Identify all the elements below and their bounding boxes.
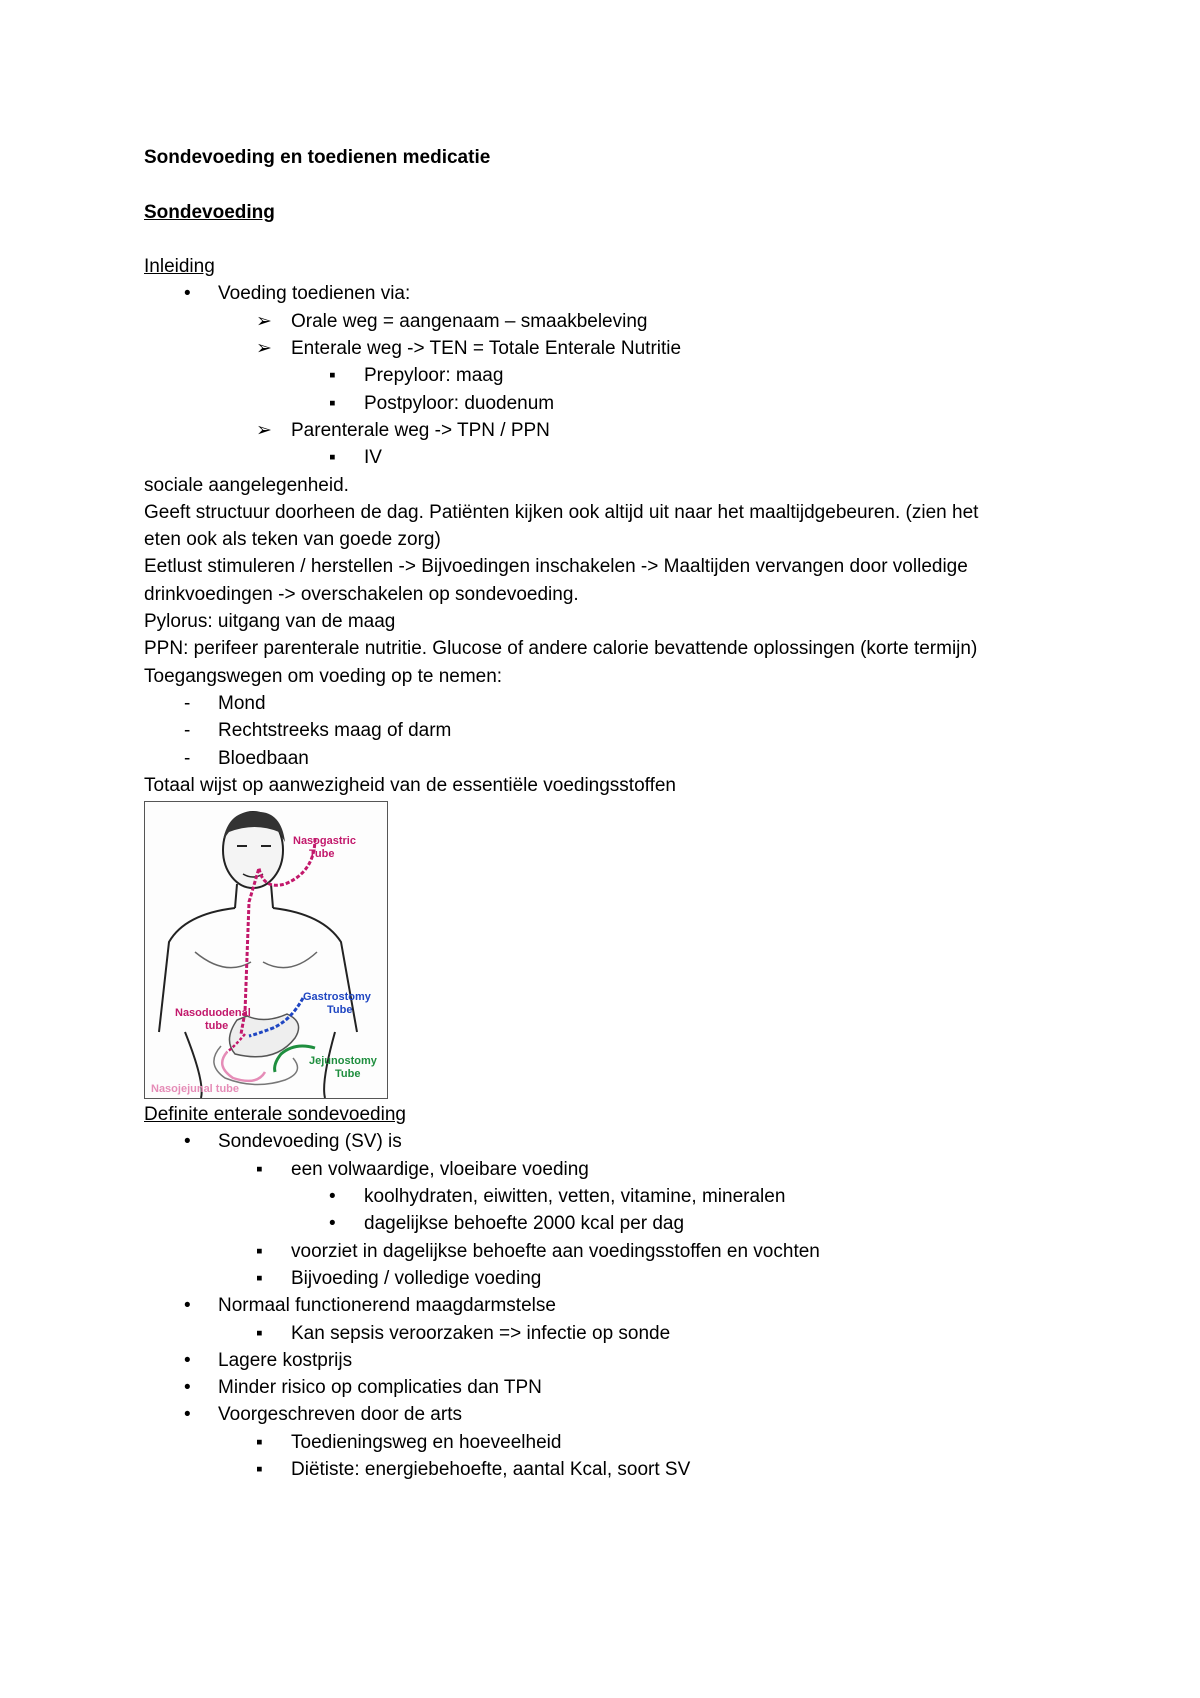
list-item: - Bloedbaan <box>144 745 1064 772</box>
paragraph-line: Toegangswegen om voeding op te nemen: <box>144 665 503 687</box>
square-bullet-icon <box>256 1456 276 1483</box>
list-item: • Lagere kostprijs <box>144 1347 1064 1374</box>
list-item: - Mond <box>144 690 1064 717</box>
list-item: • Voeding toedienen via: <box>144 280 1064 307</box>
label-nasoduodenal: Nasoduodenal <box>175 1007 251 1020</box>
bullet-icon <box>184 1374 204 1401</box>
square-bullet-icon <box>256 1320 276 1347</box>
label-nasogastric: Nasogastric <box>293 835 356 848</box>
paragraph-line: drinkvoedingen -> overschakelen op sondevoeding. <box>144 583 579 605</box>
bullet-icon <box>184 280 204 307</box>
section-heading: Sondevoeding <box>144 201 275 223</box>
square-bullet-icon <box>329 444 349 471</box>
label-jejunostomy: Jejunostomy <box>309 1055 377 1068</box>
label-nasoduodenal-tube: tube <box>205 1020 229 1033</box>
square-bullet-icon <box>329 362 349 389</box>
list-item: • koolhydraten, eiwitten, vetten, vitamine, mineralen <box>144 1183 1064 1210</box>
paragraph-line: Pylorus: uitgang van de maag <box>144 611 396 633</box>
paragraph-line: eten ook als teken van goede zorg) <box>144 529 441 551</box>
paragraph-line: sociale aangelegenheid. <box>144 474 349 496</box>
document-content <box>144 144 1064 1483</box>
list-item: ▪ een volwaardige, vloeibare voeding <box>144 1156 1064 1183</box>
list-item: ▪ Kan sepsis veroorzaken => infectie op sonde <box>144 1320 1064 1347</box>
list-item: ▪ Diëtiste: energiebehoefte, aantal Kcal, soort SV <box>144 1456 1064 1483</box>
list-item: - Rechtstreeks maag of darm <box>144 717 1064 744</box>
list-item: ➢ Enterale weg -> TEN = Totale Enterale Nutritie <box>144 335 1064 362</box>
bullet-icon <box>184 1347 204 1374</box>
label-nasojejunal-tube: Nasojejunal tube <box>151 1083 240 1096</box>
document-title: Sondevoeding en toedienen medicatie <box>144 147 491 168</box>
square-bullet-icon <box>256 1265 276 1292</box>
paragraph-line: PPN: perifeer parenterale nutritie. Glucose of andere calorie bevattende oplossingen (korte termijn) <box>144 638 978 660</box>
arrow-bullet-icon <box>256 417 276 444</box>
bullet-icon <box>184 1401 204 1428</box>
dash-bullet-icon <box>184 717 204 744</box>
list-item: ➢ Orale weg = aangenaam – smaakbeleving <box>144 308 1064 335</box>
list-item: ▪ Toedieningsweg en hoeveelheid <box>144 1429 1064 1456</box>
list-item: • dagelijkse behoefte 2000 kcal per dag <box>144 1210 1064 1237</box>
label-gastrostomy: Gastrostomy <box>303 991 371 1004</box>
dash-bullet-icon <box>184 690 204 717</box>
list-item: • Normaal functionerend maagdarmstelse <box>144 1292 1064 1319</box>
paragraph-line: Geeft structuur doorheen de dag. Patiënten kijken ook altijd uit naar het maaltijdgebeuren. (zien het <box>144 501 979 523</box>
list-item: ▪ Prepyloor: maag <box>144 362 1064 389</box>
label-gastrostomy-tube: Tube <box>327 1004 353 1017</box>
bullet-icon <box>184 1128 204 1155</box>
list-item: ➢ Parenterale weg -> TPN / PPN <box>144 417 1064 444</box>
paragraph-line: Totaal wijst op aanwezigheid van de essentiële voedingsstoffen <box>144 774 676 796</box>
arrow-bullet-icon <box>256 335 276 362</box>
arrow-bullet-icon <box>256 308 276 335</box>
square-bullet-icon <box>256 1238 276 1265</box>
list-item: • Voorgeschreven door de arts <box>144 1401 1064 1428</box>
list-item: ▪ voorziet in dagelijkse behoefte aan voedingsstoffen en vochten <box>144 1238 1064 1265</box>
list-item: • Minder risico op complicaties dan TPN <box>144 1374 1064 1401</box>
bullet-icon <box>329 1210 349 1237</box>
list-item: • Sondevoeding (SV) is <box>144 1128 1064 1155</box>
square-bullet-icon <box>256 1156 276 1183</box>
subsection-heading-definitie: Definite enterale sondevoeding <box>144 1104 406 1126</box>
feeding-tube-figure <box>144 801 388 1099</box>
square-bullet-icon <box>329 390 349 417</box>
list-item: ▪ IV <box>144 444 1064 471</box>
dash-bullet-icon <box>184 745 204 772</box>
bullet-icon <box>184 1292 204 1319</box>
subsection-heading-inleiding: Inleiding <box>144 256 215 278</box>
label-nasogastric-tube: Tube <box>309 848 335 861</box>
feeding-tube-illustration <box>145 802 387 1098</box>
chest-lines <box>195 952 317 968</box>
square-bullet-icon <box>256 1429 276 1456</box>
label-jejunostomy-tube: Tube <box>335 1068 361 1081</box>
bullet-icon <box>329 1183 349 1210</box>
paragraph-line: Eetlust stimuleren / herstellen -> Bijvoedingen inschakelen -> Maaltijden vervangen door volledige <box>144 556 968 578</box>
list-item: ▪ Bijvoeding / volledige voeding <box>144 1265 1064 1292</box>
list-item: ▪ Postpyloor: duodenum <box>144 390 1064 417</box>
